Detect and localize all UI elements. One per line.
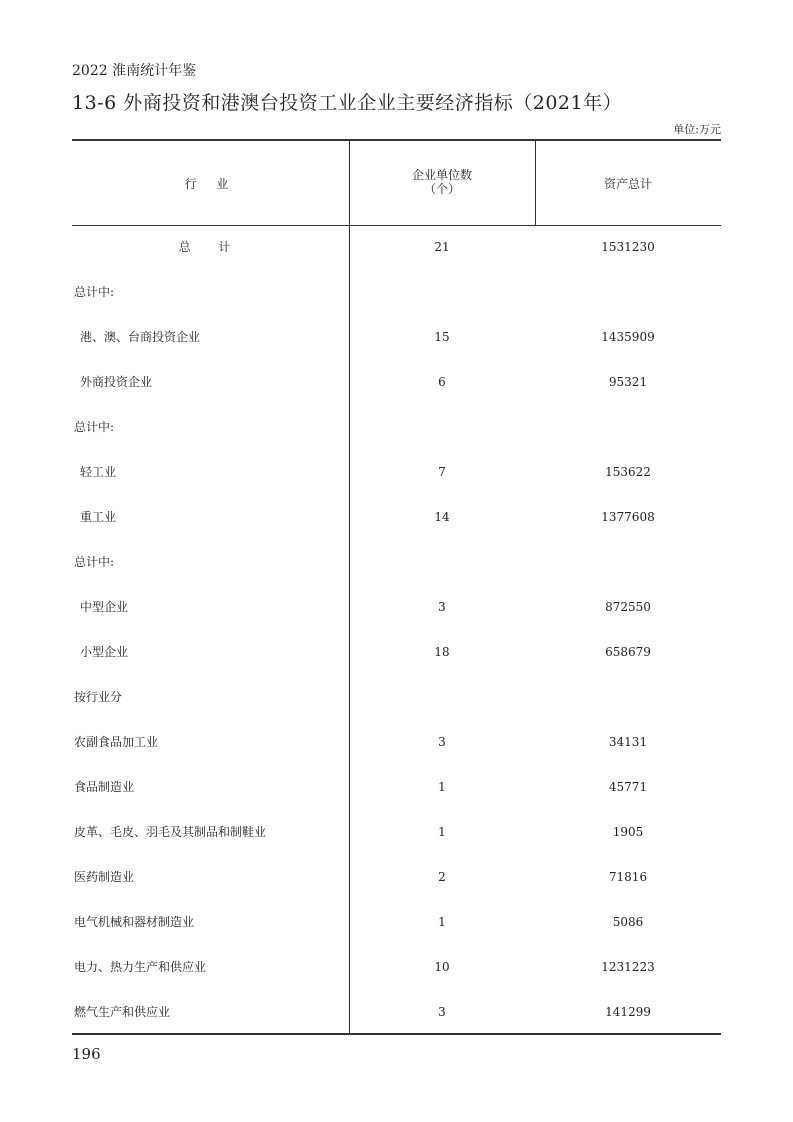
row-name: 小型企业 [80, 645, 129, 659]
column-header-industry: 行 业 [184, 177, 237, 191]
row-assets: 34131 [608, 735, 648, 749]
row-assets: 1377608 [601, 510, 655, 524]
row-count: 14 [434, 510, 450, 524]
row-name: 电力、热力生产和供应业 [74, 960, 207, 974]
table-row [72, 687, 721, 707]
table-row [72, 777, 721, 797]
row-assets: 1531230 [601, 240, 655, 254]
row-name: 农副食品加工业 [74, 735, 159, 749]
column-header-total-assets: 资产总计 [603, 177, 652, 191]
column-header-enterprise-count-line2: （个） [423, 182, 460, 196]
row-count: 7 [438, 465, 446, 479]
row-assets: 45771 [608, 780, 648, 794]
row-name: 总计中: [74, 420, 115, 434]
table-row [72, 1002, 721, 1022]
row-name: 外商投资企业 [80, 375, 153, 389]
row-count: 3 [438, 600, 446, 614]
row-name: 总计中: [74, 285, 115, 299]
row-assets: 1905 [612, 825, 644, 839]
table-row [72, 957, 721, 977]
row-name: 按行业分 [74, 690, 123, 704]
table-row [72, 327, 721, 347]
row-name: 医药制造业 [74, 870, 135, 884]
row-assets: 153622 [605, 465, 651, 479]
row-name: 轻工业 [80, 465, 117, 479]
row-name: 电气机械和器材制造业 [74, 915, 195, 929]
unit-label: 单位:万元 [673, 123, 721, 136]
table-row [72, 417, 721, 437]
table-row [72, 237, 721, 257]
header-divider [72, 225, 721, 226]
row-assets: 5086 [612, 915, 644, 929]
column-header-enterprise-count-line1: 企业单位数 [411, 168, 472, 182]
row-count: 1 [438, 825, 446, 839]
row-name: 港、澳、台商投资企业 [80, 330, 201, 344]
table-title: 13-6 外商投资和港澳台投资工业企业主要经济指标（2021年） [72, 92, 623, 114]
row-name: 食品制造业 [74, 780, 135, 794]
row-assets: 141299 [605, 1005, 651, 1019]
table-row [72, 642, 721, 662]
row-count: 6 [438, 375, 446, 389]
row-name: 重工业 [80, 510, 117, 524]
page-number: 196 [72, 1045, 101, 1063]
row-assets: 658679 [605, 645, 651, 659]
row-count: 2 [438, 870, 446, 884]
book-title: 2022 淮南统计年鉴 [72, 63, 197, 79]
row-assets: 1435909 [601, 330, 655, 344]
table-row [72, 912, 721, 932]
row-assets: 95321 [608, 375, 648, 389]
row-count: 3 [438, 735, 446, 749]
row-name: 总 计 [178, 240, 243, 254]
row-assets: 71816 [608, 870, 648, 884]
table-row [72, 822, 721, 842]
row-name: 总计中: [74, 555, 115, 569]
table-row [72, 282, 721, 302]
table-row [72, 597, 721, 617]
row-assets: 872550 [605, 600, 651, 614]
table-row [72, 462, 721, 482]
row-count: 1 [438, 780, 446, 794]
row-count: 15 [434, 330, 450, 344]
table-row [72, 372, 721, 392]
table-row [72, 732, 721, 752]
row-count: 21 [434, 240, 450, 254]
table-row [72, 507, 721, 527]
row-count: 18 [434, 645, 450, 659]
table-row [72, 552, 721, 572]
statistics-table [72, 139, 721, 1035]
column-header-enterprise-count [349, 168, 535, 196]
table-row [72, 867, 721, 887]
row-assets: 1231223 [601, 960, 655, 974]
row-name: 燃气生产和供应业 [74, 1005, 171, 1019]
row-count: 1 [438, 915, 446, 929]
column-divider [349, 141, 350, 1033]
row-count: 10 [434, 960, 450, 974]
row-name: 中型企业 [80, 600, 129, 614]
row-count: 3 [438, 1005, 446, 1019]
row-name: 皮革、毛皮、羽毛及其制品和制鞋业 [74, 825, 267, 839]
